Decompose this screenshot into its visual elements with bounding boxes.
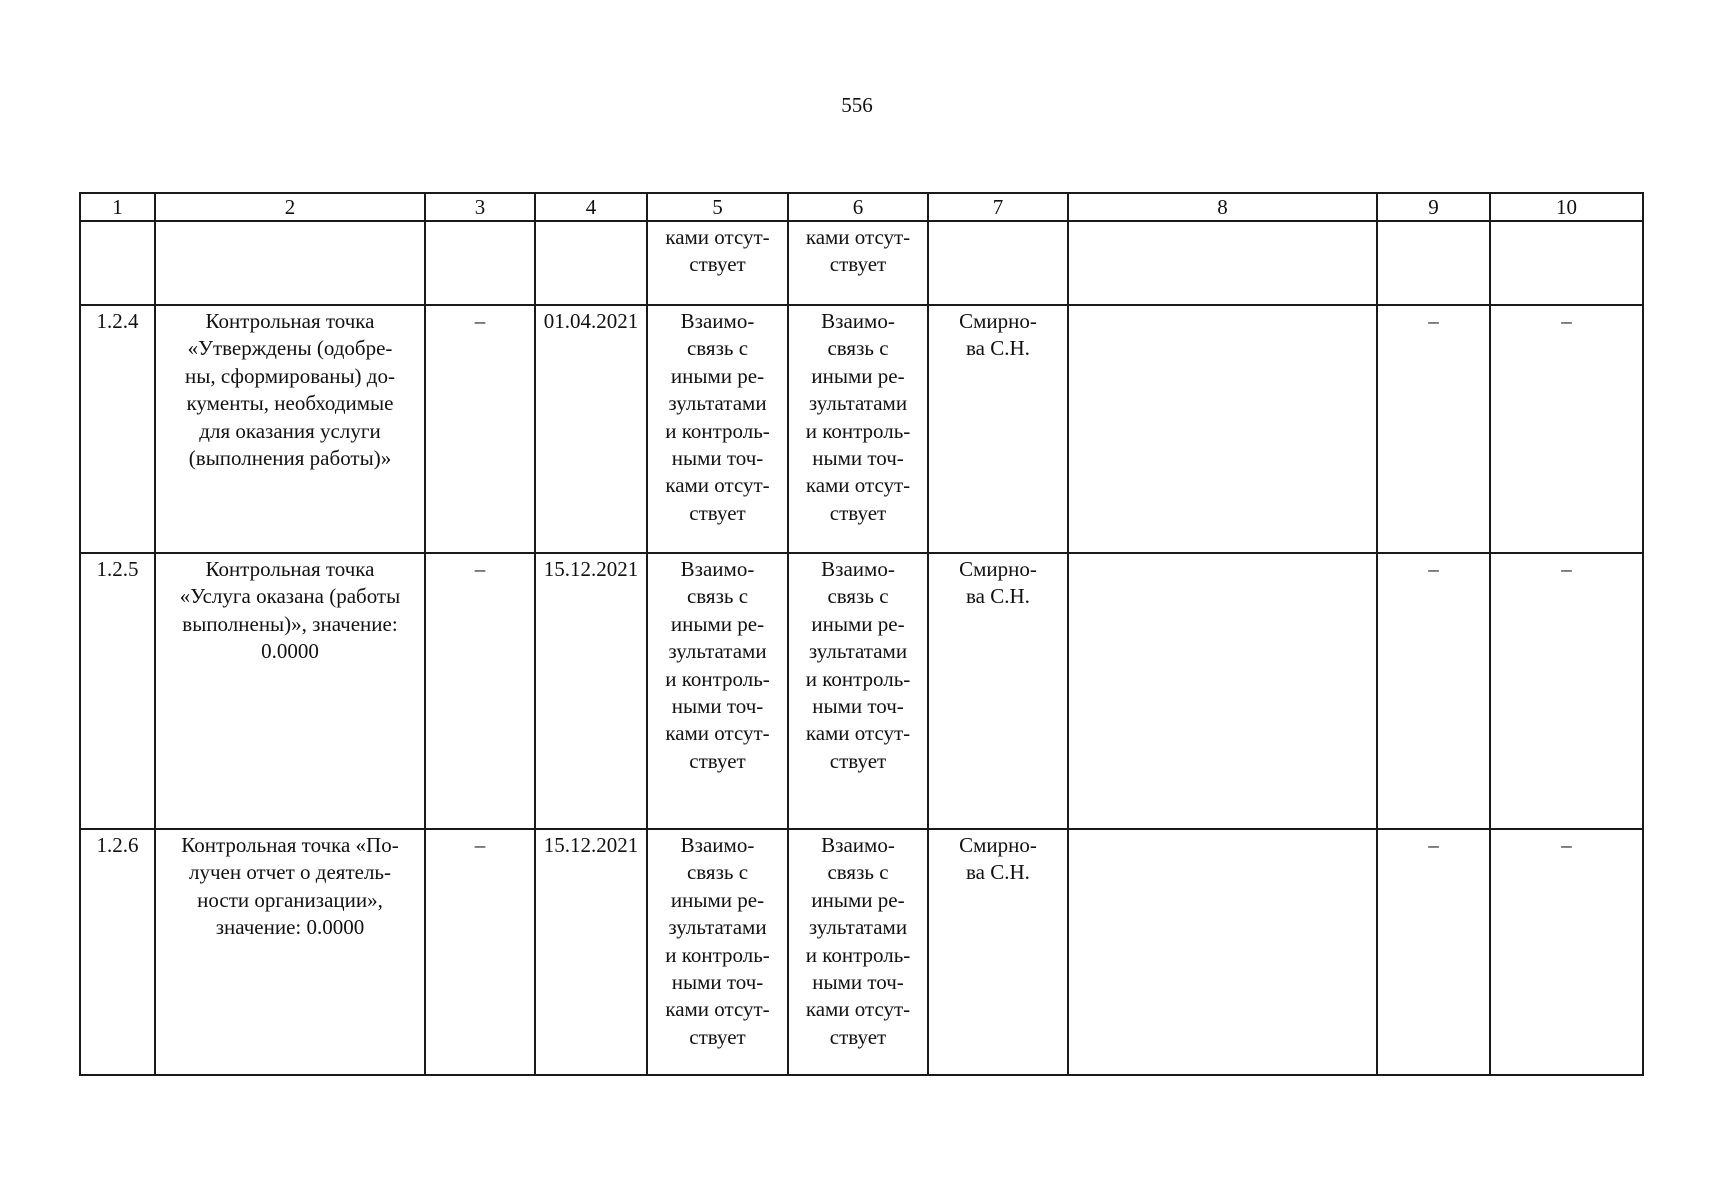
cell-number: 1.2.6 [80,829,155,1075]
cell-col3: – [425,829,535,1075]
column-header: 5 [647,193,788,221]
page-number: 556 [841,93,873,117]
cell-col8 [1068,221,1377,305]
cell-col6: Взаимо- связь с иными ре- зультатами и контроль- ными точ- ками отсут- ствует [788,305,928,553]
column-header: 2 [155,193,425,221]
cell-col9: – [1377,829,1490,1075]
column-header: 6 [788,193,928,221]
cell-number: 1.2.4 [80,305,155,553]
cell-responsible: Смирно- ва С.Н. [928,553,1068,829]
cell-col6: Взаимо- связь с иными ре- зультатами и контроль- ными точ- ками отсут- ствует [788,553,928,829]
column-header: 4 [535,193,647,221]
cell-col10 [1490,221,1643,305]
cell-date: 15.12.2021 [535,829,647,1075]
cell-date: 01.04.2021 [535,305,647,553]
cell-col5: Взаимо- связь с иными ре- зультатами и контроль- ными точ- ками отсут- ствует [647,829,788,1075]
cell-col9: – [1377,305,1490,553]
cell-responsible: Смирно- ва С.Н. [928,829,1068,1075]
cell-name: Контрольная точка «Утверждены (одобре- ны, сформированы) до- кументы, необходимые для оказания услуги (выполнения работы)» [155,305,425,553]
table-row [80,553,1643,829]
column-header: 7 [928,193,1068,221]
cell-col5: Взаимо- связь с иными ре- зультатами и контроль- ными точ- ками отсут- ствует [647,553,788,829]
table-row [80,829,1643,1075]
cell-responsible [928,221,1068,305]
cell-col6: ками отсут- ствует [788,221,928,305]
header-row [80,193,1643,221]
cell-number: 1.2.5 [80,553,155,829]
cell-col8 [1068,305,1377,553]
column-header: 9 [1377,193,1490,221]
cell-col10: – [1490,305,1643,553]
cell-col10: – [1490,829,1643,1075]
cell-number [80,221,155,305]
cell-col3: – [425,305,535,553]
cell-col5: Взаимо- связь с иными ре- зультатами и контроль- ными точ- ками отсут- ствует [647,305,788,553]
cell-col9: – [1377,553,1490,829]
cell-col8 [1068,829,1377,1075]
column-header: 3 [425,193,535,221]
table-row [80,221,1643,305]
table-row [80,305,1643,553]
cell-name [155,221,425,305]
cell-name: Контрольная точка «Услуга оказана (работы выполнены)», значение: 0.0000 [155,553,425,829]
cell-date [535,221,647,305]
cell-col10: – [1490,553,1643,829]
column-header: 1 [80,193,155,221]
cell-col5: ками отсут- ствует [647,221,788,305]
cell-date: 15.12.2021 [535,553,647,829]
control-points-table [79,192,1644,1076]
cell-name: Контрольная точка «По- лучен отчет о деятель- ности организации», значение: 0.0000 [155,829,425,1075]
cell-col3: – [425,553,535,829]
cell-col6: Взаимо- связь с иными ре- зультатами и контроль- ными точ- ками отсут- ствует [788,829,928,1075]
column-header: 10 [1490,193,1643,221]
cell-col9 [1377,221,1490,305]
column-header: 8 [1068,193,1377,221]
cell-col3 [425,221,535,305]
cell-col8 [1068,553,1377,829]
cell-responsible: Смирно- ва С.Н. [928,305,1068,553]
